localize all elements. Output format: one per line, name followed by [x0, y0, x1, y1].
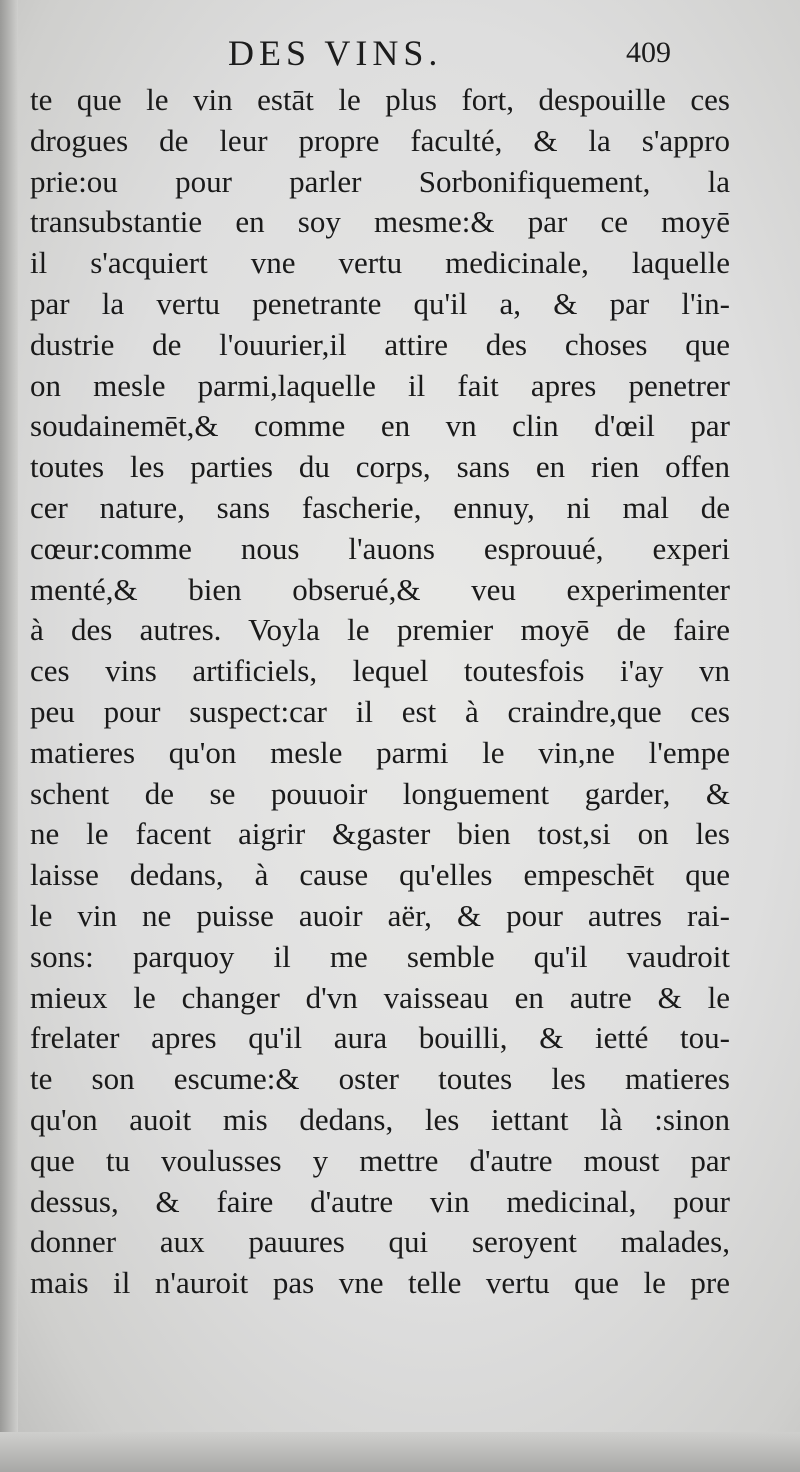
page-header-title: DES VINS. [228, 33, 443, 73]
page-gutter-shadow [0, 0, 18, 1472]
text-line: drogues de leur propre faculté, & la s'appro [30, 122, 730, 158]
text-line: peu pour suspect:car il est à craindre,que ces [30, 693, 730, 729]
text-line: laisse dedans, à cause qu'elles empeschēt que [30, 857, 730, 893]
text-line: sons: parquoy il me semble qu'il vaudroit [30, 938, 730, 974]
text-line: ne le facent aigrir &gaster bien tost,si on les [30, 816, 730, 852]
text-line: que tu voulusses y mettre d'autre moust par [30, 1142, 730, 1178]
text-line: le vin ne puisse auoir aër, & pour autres rai- [30, 897, 730, 933]
text-line: dustrie de l'ouurier,il attire des choses que [30, 326, 730, 362]
text-line: soudainemēt,& comme en vn clin d'œil par [30, 408, 730, 444]
body-text [30, 80, 730, 1304]
text-line: qu'on auoit mis dedans, les iettant là :sinon [30, 1101, 730, 1137]
text-line: prie:ou pour parler Sorbonifiquement, la [30, 163, 730, 199]
text-line: il s'acquiert vne vertu medicinale, laquelle [30, 245, 730, 281]
text-line: frelater apres qu'il aura bouilli, & ietté tou- [30, 1020, 730, 1056]
running-head [0, 28, 800, 78]
text-line: à des autres. Voyla le premier moyē de faire [30, 612, 730, 648]
text-line: menté,& bien obserué,& veu experimenter [30, 571, 730, 607]
text-line: mais il n'auroit pas vne telle vertu que le pre [30, 1265, 730, 1301]
text-line: transubstantie en soy mesme:& par ce moyē [30, 204, 730, 240]
text-line: cer nature, sans fascherie, ennuy, ni mal de [30, 489, 730, 525]
text-line: dessus, & faire d'autre vin medicinal, pour [30, 1183, 730, 1219]
text-line: cœur:comme nous l'auons esprouué, experi [30, 530, 730, 566]
page-number: 409 [626, 36, 671, 69]
text-line: donner aux pauures qui seroyent malades, [30, 1224, 730, 1260]
text-line: schent de se pouuoir longuement garder, & [30, 775, 730, 811]
text-line: par la vertu penetrante qu'il a, & par l'in- [30, 285, 730, 321]
text-line: te que le vin estāt le plus fort, despouille ces [30, 82, 730, 117]
text-line: te son escume:& oster toutes les matieres [30, 1061, 730, 1097]
text-line: mieux le changer d'vn vaisseau en autre & le [30, 979, 730, 1015]
text-line: matieres qu'on mesle parmi le vin,ne l'empe [30, 734, 730, 770]
text-line: ces vins artificiels, lequel toutesfois i'ay vn [30, 653, 730, 689]
text-line: on mesle parmi,laquelle il fait apres penetrer [30, 367, 730, 403]
page-bottom-edge [0, 1432, 800, 1472]
text-line: toutes les parties du corps, sans en rien offen [30, 449, 730, 485]
